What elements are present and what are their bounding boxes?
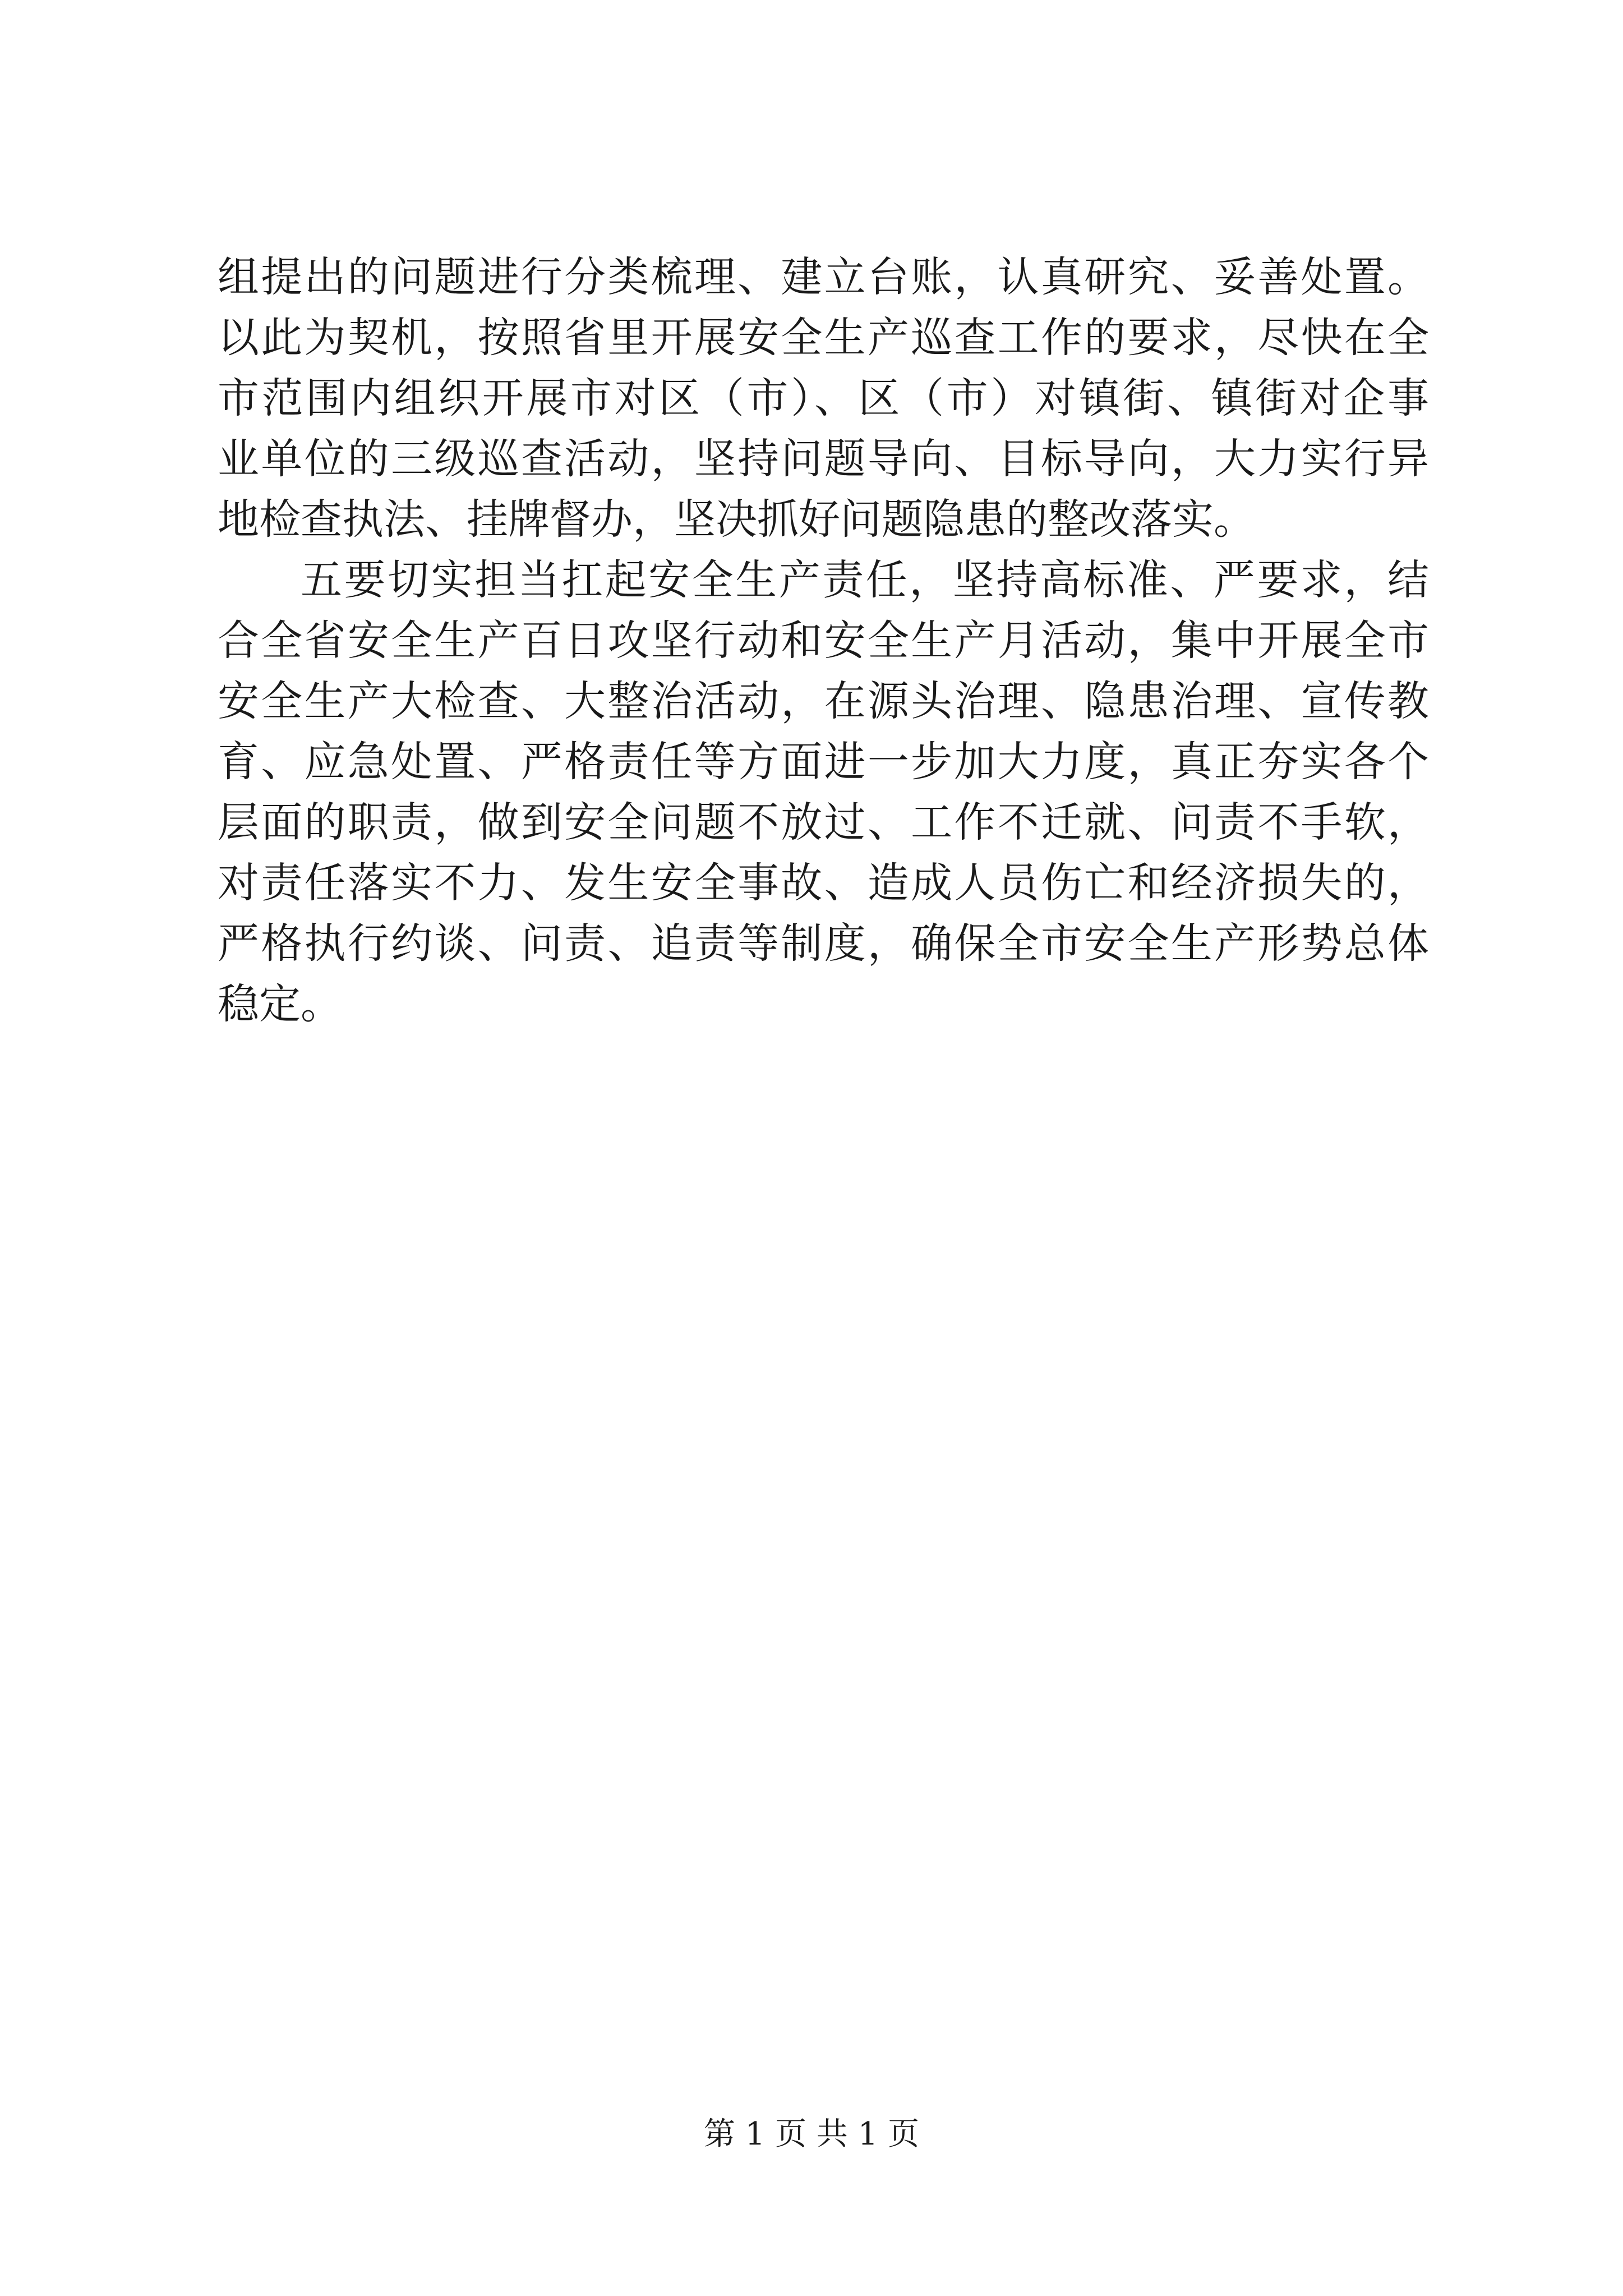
paragraph-line: 层面的职责，做到安全问题不放过、工作不迁就、问责不手软， <box>218 798 1429 846</box>
paragraph-line: 稳定。 <box>218 980 342 1028</box>
paragraph-line: 五要切实担当扛起安全生产责任，坚持高标准、严要求，结 <box>301 556 1429 604</box>
paragraph-line: 市范围内组织开展市对区（市）、区（市）对镇街、镇街对企事 <box>218 374 1429 422</box>
paragraph-line: 业单位的三级巡查活动，坚持问题导向、目标导向，大力实行异 <box>218 435 1429 483</box>
paragraph-line: 组提出的问题进行分类梳理、建立台账，认真研究、妥善处置。 <box>218 253 1429 301</box>
paragraph-line: 安全生产大检查、大整治活动，在源头治理、隐患治理、宣传教 <box>218 677 1429 725</box>
paragraph-line: 以此为契机，按照省里开展安全生产巡查工作的要求，尽快在全 <box>218 314 1429 362</box>
paragraph-line: 对责任落实不力、发生安全事故、造成人员伤亡和经济损失的， <box>218 859 1429 907</box>
paragraph-2 <box>218 550 1429 1034</box>
paragraph-line: 地检查执法、挂牌督办，坚决抓好问题隐患的整改落实。 <box>218 495 1255 544</box>
paragraph-line: 严格执行约谈、问责、追责等制度，确保全市安全生产形势总体 <box>218 919 1429 968</box>
page-number-footer: 第 1 页 共 1 页 <box>703 2116 920 2152</box>
paragraph-1 <box>218 247 1429 550</box>
document-body <box>218 247 1429 1034</box>
paragraph-line: 合全省安全生产百日攻坚行动和安全生产月活动，集中开展全市 <box>218 616 1429 665</box>
paragraph-line: 育、应急处置、严格责任等方面进一步加大力度，真正夯实各个 <box>218 738 1429 786</box>
